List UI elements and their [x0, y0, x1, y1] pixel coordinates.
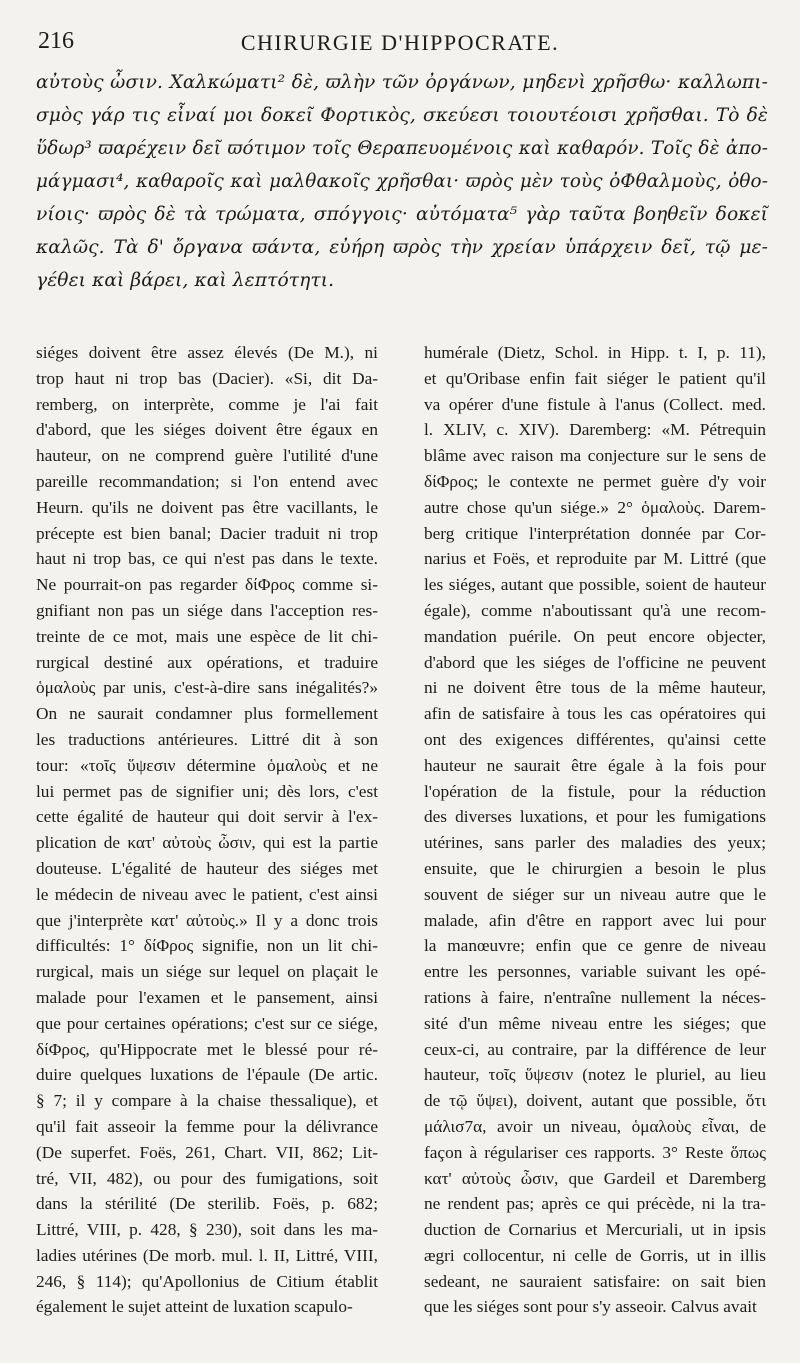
text-line: que pour certaines opérations; c'est sur ce siége, — [36, 1013, 378, 1033]
text-line: précepte est bien banal; Dacier traduit ni trop — [36, 523, 378, 543]
text-line: Heurn. qu'ils ne doivent pas être vacillants, le — [36, 497, 378, 517]
text-line: utérines, sans parler des maladies des yeux; — [424, 833, 766, 853]
text-line: ne rendent pas; après ce qui précède, ni la tra- — [424, 1194, 766, 1214]
text-line: humérale (Dietz, Schol. in Hipp. t. I, p. 11), — [424, 343, 766, 362]
text-line: d'abord, que les siéges doivent être égaux en — [36, 420, 378, 440]
commentary-right-column — [424, 340, 766, 1320]
text-line: plication de κατ' αὐτοὺς ὦσιν, qui est la partie — [36, 833, 378, 853]
text-line: hauteur ne saurait être égale à la fois pour — [424, 755, 766, 775]
text-line: façon à régulariser ces rapports. 3° Reste ὅπως — [424, 1142, 766, 1162]
text-line: d'abord que les siéges de l'officine ne peuvent — [424, 652, 766, 672]
text-line: ensuite, que le chirurgien a besoin le plus — [424, 858, 766, 878]
text-line: va opérer d'une fistule à l'anus (Collect. med. — [424, 394, 766, 414]
greek-line: νίοις· ϖρὸς δὲ τὰ τρώματα, σπόγγοις· αὐτόματα⁵ γὰρ ταῦτα βοηθεῖν δοκεῖ — [36, 204, 768, 225]
text-line: également le sujet atteint de luxation scapulo- — [36, 1297, 353, 1317]
text-line: rurgical destiné aux opérations, et traduire — [36, 652, 378, 672]
text-line: les traductions antérieures. Littré dit à son — [36, 729, 378, 749]
text-line: 246, § 114); qu'Apollonius de Citium établit — [36, 1271, 378, 1291]
text-line: ladies utérines (De morb. mul. l. II, Littré, VIII, — [36, 1245, 378, 1265]
text-line: trop haut ni trop bas (Dacier). «Si, dit Da- — [36, 368, 378, 388]
text-line: ont des exigences différentes, qu'ainsi cette — [424, 729, 766, 749]
text-line: que les siéges sont pour s'y asseoir. Calvus avait — [424, 1297, 757, 1317]
text-line: hauteur, on ne comprend guère l'utilité d'une — [36, 446, 378, 466]
text-line: berg critique l'interprétation donnée par Cor- — [424, 523, 766, 543]
text-line: entre les personnes, variable suivant les opé- — [424, 962, 766, 982]
greek-line: μάγμασι⁴, καθαροῖς καὶ μαλθακοῖς χρῆσθαι· ϖρὸς μὲν τοὺς ὀΦθαλμοὺς, ὀθο- — [36, 171, 768, 192]
text-line: On ne saurait condamner plus formellement — [36, 704, 378, 724]
text-line: des diverses luxations, et pour les fumigations — [424, 807, 766, 827]
text-line: les siéges, autant que possible, soient de hauteur — [424, 575, 766, 595]
text-line: souvent de siéger sur un niveau autre que le — [424, 884, 766, 904]
text-line: δίΦρος; le contexte ne permet guère d'y voir — [424, 471, 766, 491]
text-line: (De superfet. Foës, 261, Chart. VII, 862; Lit- — [36, 1142, 378, 1162]
text-line: rurgical, mais un siége sur lequel on plaçait le — [36, 962, 378, 982]
text-line: et qu'Oribase enfin fait siéger le patient qu'il — [424, 368, 766, 388]
text-line: lui permet pas de signifier uni; dès lors, c'est — [36, 781, 378, 801]
text-line: δίΦρος, qu'Hippocrate met le blessé pour ré- — [36, 1039, 378, 1059]
greek-text — [36, 66, 768, 297]
text-line: sedeant, ne sauraient satisfaire: on sait bien — [424, 1271, 766, 1291]
text-line: rations à faire, n'entraîne nullement la néces- — [424, 987, 766, 1007]
greek-line: σμὸς γάρ τις εἶναί μοι δοκεῖ Φορτικὸς, σκεύεσι τοιουτέοισι χρῆσθαι. Τὸ δὲ — [36, 105, 768, 126]
text-line: blâme avec raison ma conjecture sur le sens de — [424, 446, 766, 466]
text-line: qu'il fait asseoir la femme pour la délivrance — [36, 1116, 378, 1136]
text-line: douteuse. L'égalité de hauteur des siéges met — [36, 858, 378, 878]
text-line: de τῷ ὕψει), doivent, autant que possible, ὅτι — [424, 1091, 766, 1111]
text-line: κατ' αὐτοὺς ὦσιν, que Gardeil et Daremberg — [424, 1168, 766, 1188]
text-line: l'opération de la fistule, pour la réduction — [424, 781, 766, 801]
text-line: pareille recommandation; si l'on entend avec — [36, 471, 378, 491]
text-line: que j'interprète κατ' αὐτοὺς.» Il y a donc trois — [36, 910, 378, 930]
text-line: l. XLIV, c. XIV). Daremberg: «M. Pétrequin — [424, 420, 766, 440]
page-number: 216 — [38, 28, 74, 54]
text-line: remberg, on interprète, comme je l'ai fait — [36, 394, 378, 414]
greek-line: γέθει καὶ βάρει, καὶ λεπτότητι. — [36, 270, 335, 291]
text-line: ægri collocentur, ni celle de Gorris, ut in illis — [424, 1245, 766, 1265]
text-line: ceux-ci, au contraire, par la différence de leur — [424, 1039, 766, 1059]
text-line: mandation puérile. On peut encore objecter, — [424, 626, 766, 646]
text-line: hauteur, τοῖς ὕψεσιν (notez le pluriel, au lieu — [424, 1065, 766, 1085]
text-line: malade pour l'examen et le pansement, ainsi — [36, 987, 378, 1007]
text-line: narius et Foës, et reproduite par M. Littré (que — [424, 549, 766, 569]
text-line: ni ne doivent être tous de la même hauteur, — [424, 678, 766, 698]
text-line: Ne pourrait-on pas regarder δίΦρος comme si- — [36, 575, 378, 595]
text-line: égale), comme n'aboutissant qu'à une recom- — [424, 600, 766, 620]
text-line: gnifiant non pas un siége dans l'acception res- — [36, 600, 378, 620]
text-line: tour: «τοῖς ὕψεσιν détermine ὁμαλοὺς et ne — [36, 755, 378, 775]
text-line: dans la stérilité (De sterilib. Foës, p. 682; — [36, 1194, 378, 1214]
text-line: cette égalité de hauteur qui doit servir à l'ex- — [36, 807, 378, 827]
text-line: ὁμαλοὺς par unis, c'est-à-dire sans inégalités?» — [36, 678, 378, 698]
greek-line: καλῶς. Τὰ δ' ὄργανα ϖάντα, εὐήρη ϖρὸς τὴν χρείαν ὑπάρχειν δεῖ, τῷ με- — [36, 237, 768, 258]
text-line: la manœuvre; enfin que ce genre de niveau — [424, 936, 766, 956]
text-line: autre chose qu'un siége.» 2° ὁμαλοὺς. Darem- — [424, 497, 766, 517]
text-line: sité d'un même niveau entre les siéges; que — [424, 1013, 766, 1033]
commentary-left-column — [36, 340, 378, 1320]
greek-line: αὐτοὺς ὦσιν. Χαλκώματι² δὲ, ϖλὴν τῶν ὀργάνων, μηδενὶ χρῆσθω· καλλωπι- — [36, 72, 768, 93]
greek-line: ὕδωρ³ ϖαρέχειν δεῖ ϖότιμον τοῖς Θεραπευομένοις καὶ καθαρόν. Τοῖς δὲ ἀπο- — [36, 138, 768, 159]
running-title: CHIRURGIE D'HIPPOCRATE. — [240, 30, 560, 55]
text-line: duire quelques luxations de l'épaule (De artic. — [36, 1065, 378, 1085]
text-line: malade, afin d'être en rapport avec lui pour — [424, 910, 766, 930]
text-line: § 7; il y compare à la chaise thessalique), et — [36, 1091, 378, 1111]
text-line: le médecin de niveau avec le patient, c'est ainsi — [36, 884, 378, 904]
text-line: afin de satisfaire à tous les cas opératoires qui — [424, 704, 766, 724]
running-head — [38, 28, 762, 62]
text-line: Littré, VIII, p. 428, § 230), soit dans les ma- — [36, 1220, 378, 1240]
text-line: treinte de ce mot, mais une espèce de lit chi- — [36, 626, 378, 646]
text-line: tré, VII, 482), ou pour des fumigations, soit — [36, 1168, 378, 1188]
text-line: siéges doivent être assez élevés (De M.), ni — [36, 343, 378, 362]
text-line: haut ni trop bas, ce qui n'est pas dans le texte. — [36, 549, 378, 569]
text-line: μάλισ7α, avoir un niveau, ὁμαλοὺς εἶναι, de — [424, 1116, 766, 1136]
text-line: duction de Cornarius et Mercuriali, ut in ipsis — [424, 1220, 766, 1240]
text-line: difficultés: 1° δίΦρος signifie, non un lit chi- — [36, 936, 378, 956]
